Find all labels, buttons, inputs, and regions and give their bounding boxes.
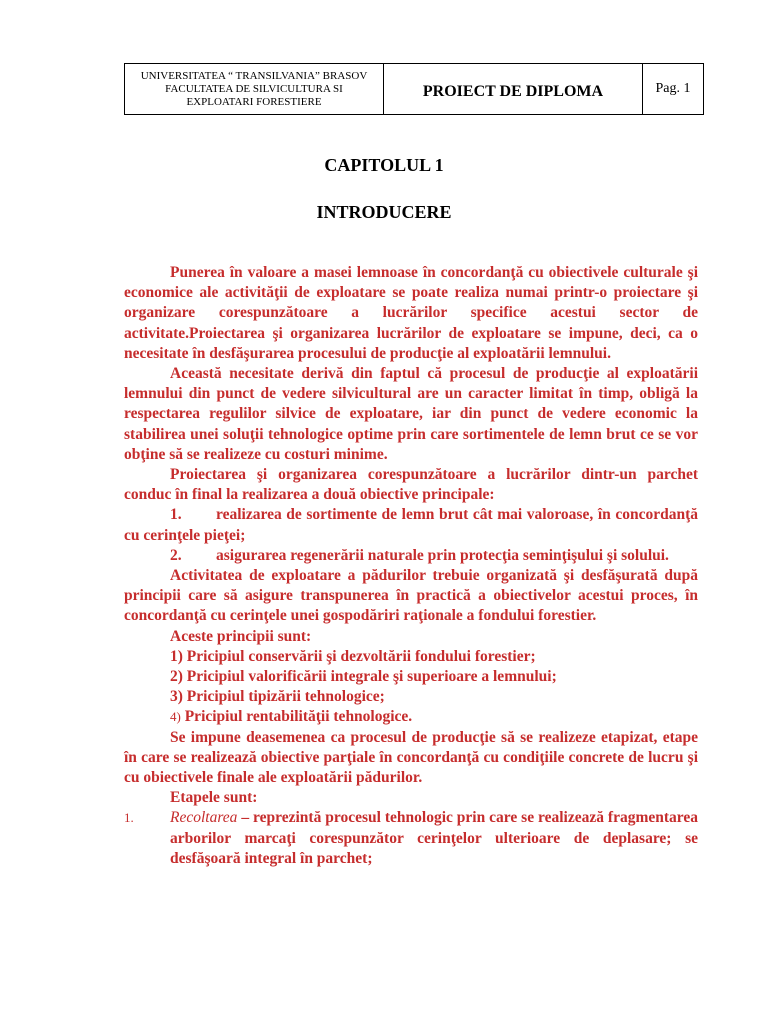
objective-2 [124,546,698,566]
principle-2: 2) Pricipiul valorificării integrale şi superioare a lemnului; [170,668,557,686]
page-number: Pag. 1 [655,81,691,96]
principle-3: 3) Pricipiul tipizării tehnologice; [170,688,385,706]
chapter-number: CAPITOLUL 1 [324,155,444,175]
objective-2-number: 2. [170,546,182,564]
university-line-2: FACULTATEA DE SILVICULTURA SI [165,82,343,95]
stage-1 [124,808,698,869]
body-text [124,263,698,869]
paragraph-7: Etapele sunt: [170,789,258,807]
principle-4-text: Pricipiul rentabilităţii tehnologice. [180,708,413,726]
stage-1-text: – reprezintă procesul tehnologic prin care se realizează fragmentarea arborilor marcaţi corespunzător cerinţelor ulterioare de deplasare; se desfăşoară integral în parchet; [170,809,698,867]
paragraph-1: Punerea în valoare a masei lemnoase în concordanţă cu obiectivele culturale şi economice ale activităţii de exploatare se poate realiza numai printr-o proiectare şi organizare corespunzătoare a lucrărilor specifice acestui sector de activitate.Proiectarea şi organizarea lucrărilor de exploatare se impune, deci, ca o necesitate în desfăşurarea procesului de producţie al exploatării lemnului. [124,264,698,362]
principle-4-number: 4) [170,709,181,725]
document-header [124,63,704,115]
paragraph-4: Activitatea de exploatare a pădurilor trebuie organizată şi desfăşurată după principii care să asigure transpunerea în practică a obiectivelor acestui proces, în concordanţă cu cerinţele unei gospodăriri raţionale a fondului forestier. [124,567,698,625]
paragraph-3: Proiectarea şi organizarea corespunzătoare a lucrărilor dintr-un parchet conduc în final la realizarea a două obiective principale: [124,466,698,504]
objective-2-text: asigurarea regenerării naturale prin protecţia seminţişului şi solului. [216,546,669,564]
paragraph-6: Se impune deasemenea ca procesul de producţie să se realizeze etapizat, etape în care se realizează obiective parţiale în concordanţă cu condiţiile concrete de lucru şi cu obiectivele finale ale exploatării pădurilor. [124,728,698,787]
chapter-title: INTRODUCERE [316,202,452,222]
principle-4 [124,707,698,727]
objective-1-number: 1. [170,506,182,524]
university-line-3: EXPLOATARI FORESTIERE [186,95,322,108]
university-line-1: UNIVERSITATEA “ TRANSILVANIA” BRASOV [140,69,368,82]
project-title: PROIECT DE DIPLOMA [384,64,643,114]
stage-1-term: Recoltarea [170,809,238,827]
paragraph-5: Aceste principii sunt: [170,627,312,645]
paragraph-2: Această necesitate derivă din faptul că procesul de producţie al exploatării lemnului din punct de vedere silvicultural are un caracter limitat în timp, obligă la respectarea regulilor silvice de exploatare, iar din punct de vedere economic la stabilirea unei soluţii tehnologice optime prin care sortimentele de lemn brut ce se vor obţine să se realizeze cu costuri minime. [124,365,698,463]
objective-1-text: realizarea de sortimente de lemn brut cât mai valoroase, în concordanţă cu cerinţele pieţei; [124,506,698,544]
stage-1-number: 1. [124,810,134,826]
objective-1 [124,505,698,545]
university-block [125,64,384,114]
principle-1: 1) Pricipiul conservării şi dezvoltării fondului forestier; [170,647,536,665]
